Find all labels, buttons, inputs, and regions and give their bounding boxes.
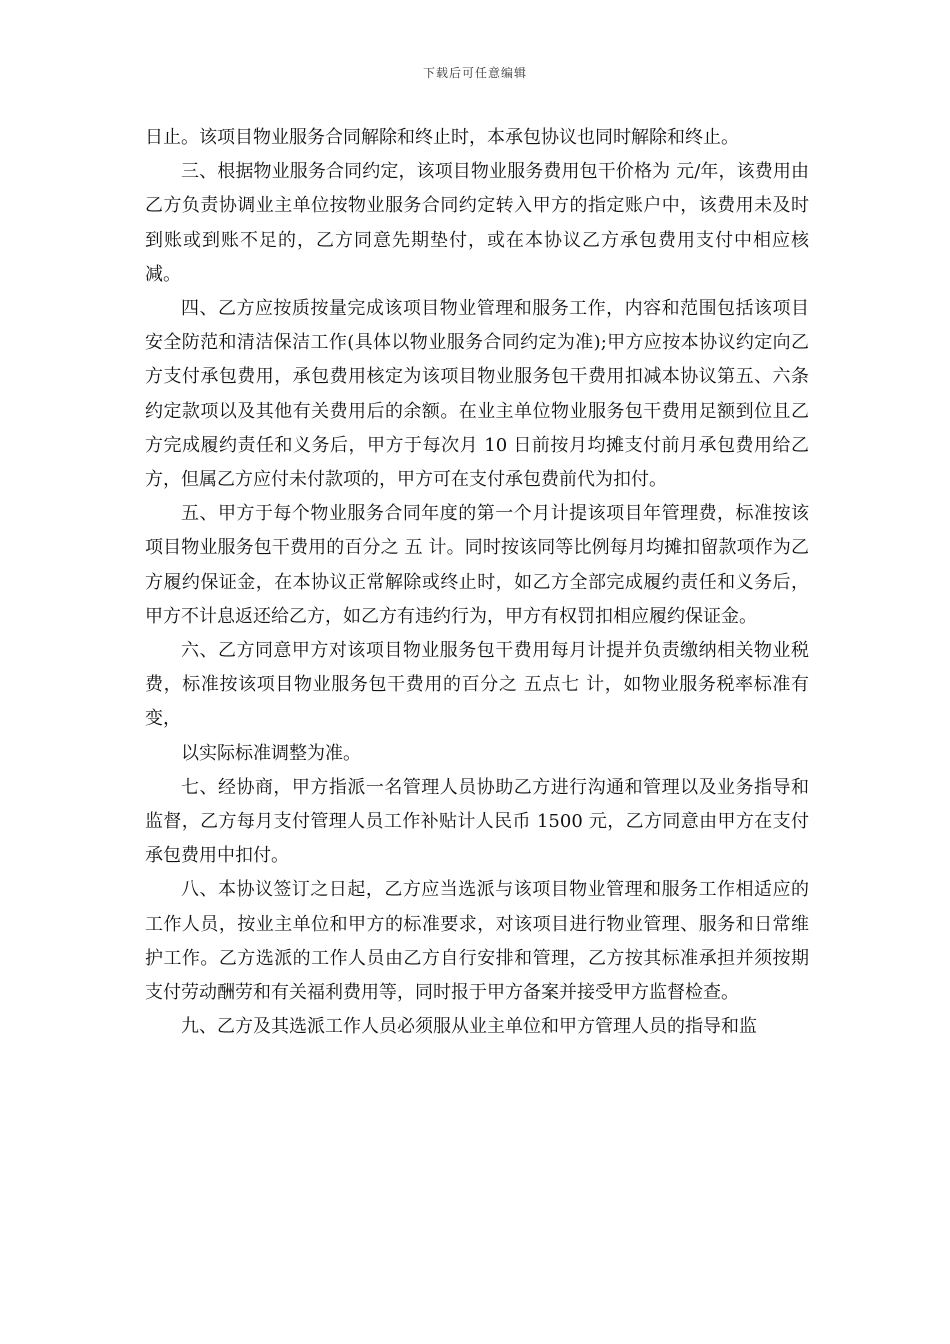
paragraph-clause-7: 七、经协商，甲方指派一名管理人员协助乙方进行沟通和管理以及业务指导和监督，乙方每月支付管理人员工作补贴计人民币 1500 元，乙方同意由甲方在支付承包费用中扣付。 xyxy=(145,776,809,867)
page-header: 下载后可任意编辑 xyxy=(422,66,527,80)
paragraph-clause-5: 五、甲方于每个物业服务合同年度的第一个月计提该项目年管理费，标准按该项目物业服务包干费用的百分之 五 计。同时按该同等比例每月均摊扣留款项作为乙方履约保证金，在本协议正常解除或终止时，如乙方全部完成履约责任和义务后，甲方不计息返还给乙方，如乙方有违约行为，甲方有权罚扣相应履约保证金。 xyxy=(145,503,809,627)
document-body xyxy=(145,121,809,1044)
paragraph-clause-8: 八、本协议签订之日起，乙方应当选派与该项目物业管理和服务工作相适应的工作人员，按业主单位和甲方的标准要求，对该项目进行物业管理、服务和日常维护工作。乙方选派的工作人员由乙方自行安排和管理，乙方按其标准承担并须按期支付劳动酬劳和有关福利费用等，同时报于甲方备案并接受甲方监督检查。 xyxy=(145,879,809,1004)
paragraph-clause-3: 三、根据物业服务合同约定，该项目物业服务费用包干价格为 元/年，该费用由乙方负责协调业主单位按物业服务合同约定转入甲方的指定账户中，该费用未及时到账或到账不足的，乙方同意先期垫付，或在本协议乙方承包费用支付中相应核减。 xyxy=(145,161,809,285)
paragraph-clause-6-cont: 以实际标准调整为准。 xyxy=(181,742,361,764)
paragraph-continuation: 日止。该项目物业服务合同解除和终止时，本承包协议也同时解除和终止。 xyxy=(145,127,739,148)
paragraph-clause-9: 九、乙方及其选派工作人员必须服从业主单位和甲方管理人员的指导和监 xyxy=(181,1016,757,1038)
paragraph-clause-4: 四、乙方应按质按量完成该项目物业管理和服务工作，内容和范围包括该项目安全防范和清洁保洁工作(具体以物业服务合同约定为准);甲方应按本协议约定向乙方支付承包费用，承包费用核定为该项目物业服务包干费用扣减本协议第五、六条约定款项以及其他有关费用后的余额。在业主单位物业服务包干费用足额到位且乙方完成履约责任和义务后，甲方于每次月 10 日前按月均摊支付前月承包费用给乙方，但属乙方应付未付款项的，甲方可在支付承包费前代为扣付。 xyxy=(145,298,809,491)
paragraph-clause-6: 六、乙方同意甲方对该项目物业服务包干费用每月计提并负责缴纳相关物业税费，标准按该项目物业服务包干费用的百分之 五点七 计，如物业服务税率标准有变， xyxy=(145,640,809,730)
